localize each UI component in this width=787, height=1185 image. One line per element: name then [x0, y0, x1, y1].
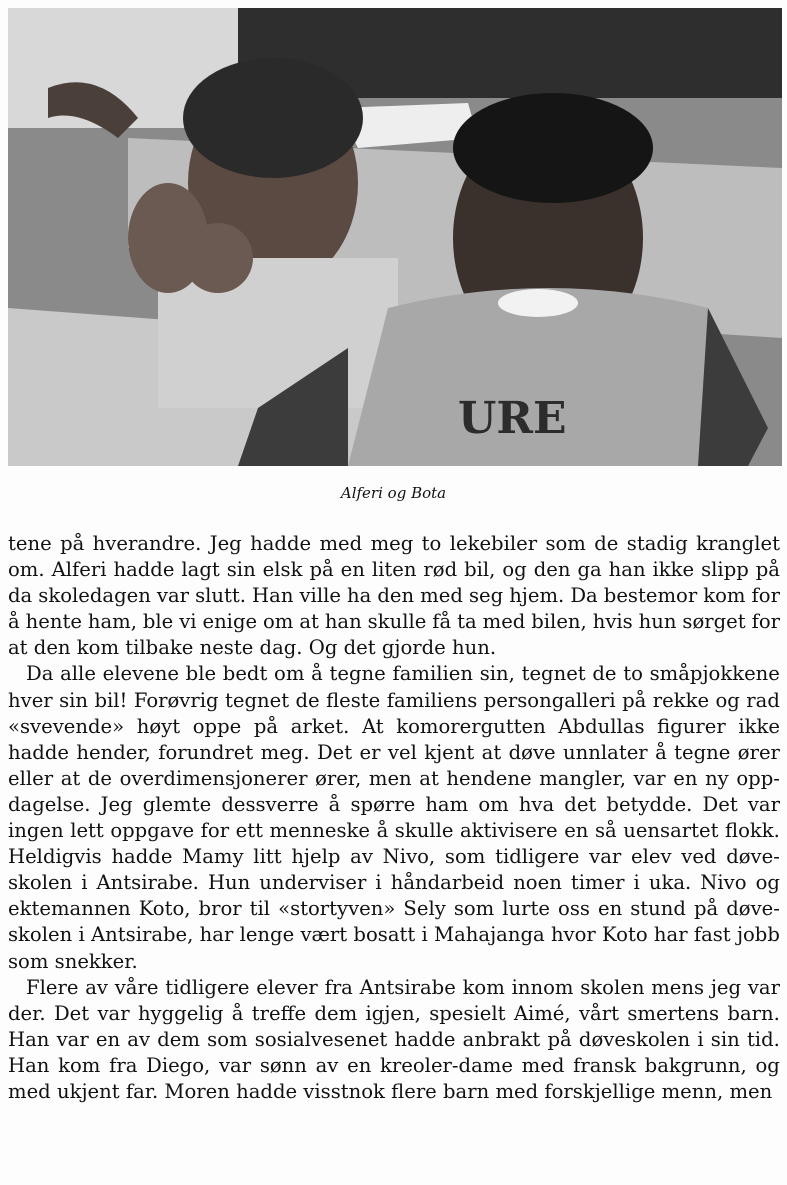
paragraph — [8, 661, 780, 974]
text-line: Heldigvis hadde Mamy litt hjelp av Nivo, som tidligere var elev ved døve- — [8, 845, 780, 869]
text-line: om. Alferi hadde lagt sin elsk på en liten rød bil, og den ga han ikke slipp på — [8, 558, 780, 582]
text-line: Han var en av dem som sosialvesenet hadde anbrakt på døveskolen i sin tid. — [8, 1027, 780, 1051]
text-line: hver sin bil! Forøvrig tegnet de fleste familiens persongalleri på rekke og rad — [8, 688, 780, 712]
text-line: Da alle elevene ble bedt om å tegne familien sin, tegnet de to småpjokkene — [26, 662, 780, 686]
photo-two-boys — [8, 8, 782, 466]
text-line: eller at de overdimensjonerer ører, men at hendene mangler, var en ny opp- — [8, 766, 780, 790]
photo-illustration — [8, 8, 782, 466]
text-line: tene på hverandre. Jeg hadde med meg to lekebiler som de stadig kranglet — [8, 532, 780, 555]
text-line: ektemannen Koto, bror til «stortyven» Sely som lurte oss en stund på døve- — [8, 897, 780, 921]
paragraph — [8, 531, 780, 661]
text-line: da skoledagen var slutt. Han ville ha den med seg hjem. Da bestemor kom for — [8, 584, 780, 608]
text-line: der. Det var hyggelig å treffe dem igjen, spesielt Aimé, vårt smertens barn. — [8, 1001, 780, 1025]
text-line: Flere av våre tidligere elever fra Antsirabe kom innom skolen mens jeg var — [26, 975, 780, 999]
paragraph — [8, 975, 780, 1105]
text-line: Han kom fra Diego, var sønn av en kreoler-dame med fransk bakgrunn, og — [8, 1053, 780, 1077]
text-line: med ukjent far. Moren hadde visstnok flere barn med forskjellige menn, men — [8, 1079, 773, 1103]
text-line: skolen i Antsirabe, har lenge vært bosatt i Mahajanga hvor Koto har fast jobb — [8, 923, 780, 947]
photo-caption: Alferi og Bota — [340, 484, 447, 502]
shirt-print-text: URE — [458, 393, 567, 444]
text-line: å hente ham, ble vi enige om at han skulle få ta med bilen, hvis hun sørget for — [8, 610, 780, 634]
text-line: «svevende» høyt oppe på arket. At komorergutten Abdullas figurer ikke — [8, 714, 780, 738]
text-line: at den kom tilbake neste dag. Og det gjorde hun. — [8, 636, 497, 660]
body-text — [8, 531, 780, 1105]
text-line: dagelse. Jeg glemte dessverre å spørre ham om hva det betydde. Det var — [8, 792, 780, 816]
text-line: skolen i Antsirabe. Hun underviser i håndarbeid noen timer i uka. Nivo og — [8, 871, 780, 895]
text-line: ingen lett oppgave for ett menneske å skulle aktivisere en så uensartet flokk. — [8, 819, 780, 843]
text-line: som snekker. — [8, 949, 138, 973]
text-line: hadde hender, forundret meg. Det er vel kjent at døve unnlater å tegne ører — [8, 740, 780, 764]
